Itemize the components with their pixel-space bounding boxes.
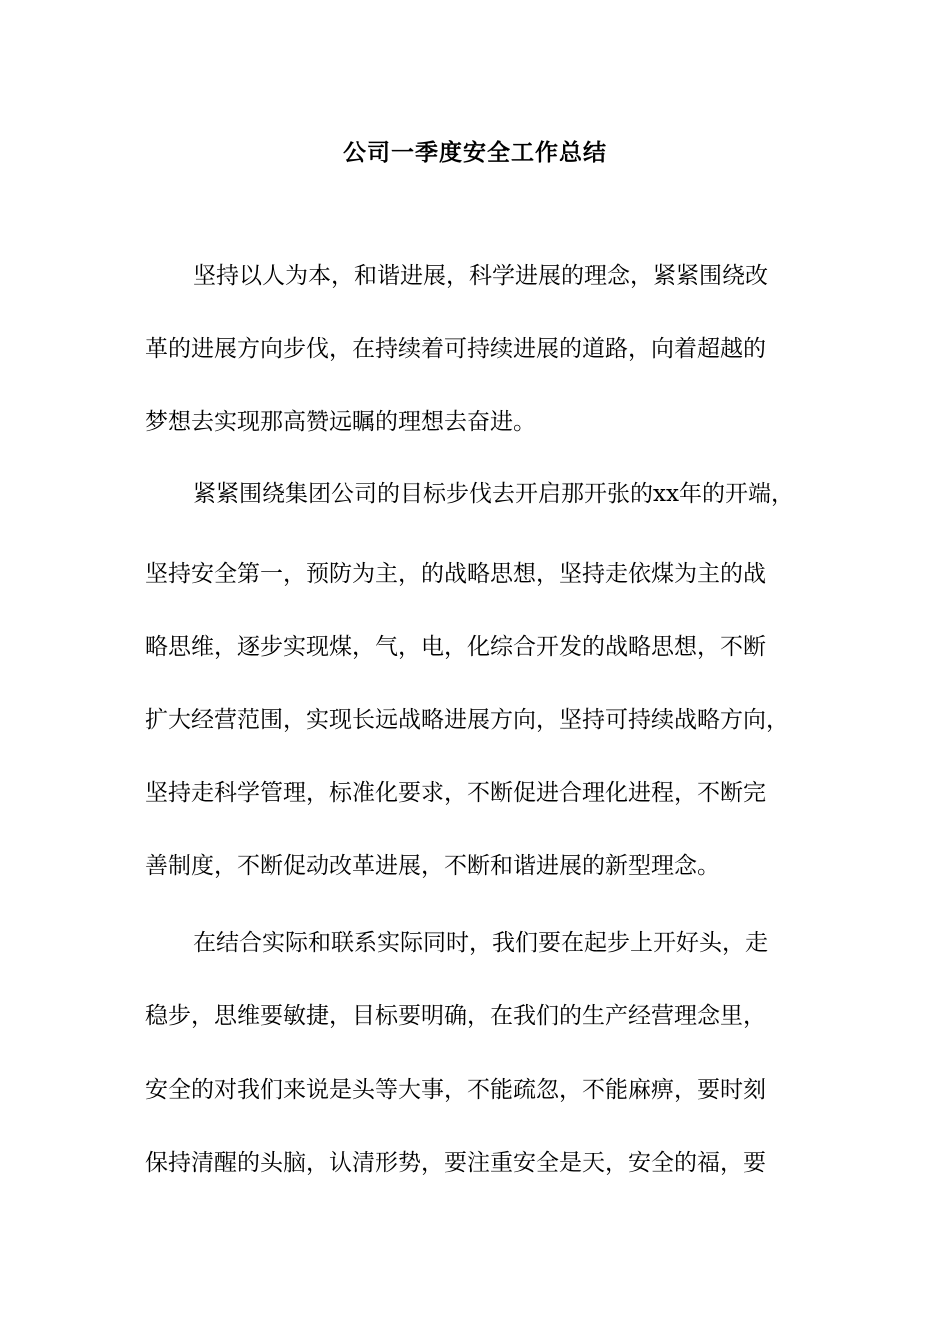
document-title: 公司一季度安全工作总结 [343, 140, 607, 166]
paragraph-3-line-1: 在结合实际和联系实际同时，我们要在起步上开好头，走 [193, 930, 768, 956]
paragraph-3-line-2: 稳步，思维要敏捷，目标要明确，在我们的生产经营理念里， [145, 1003, 766, 1029]
paragraph-1-line-3: 梦想去实现那高赞远瞩的理想去奋进。 [145, 409, 536, 435]
paragraph-3-line-4: 保持清醒的头脑，认清形势，要注重安全是天，安全的福，要 [145, 1150, 766, 1176]
paragraph-2-line-3: 略思维，逐步实现煤，气，电，化综合开发的战略思想，不断 [145, 634, 766, 660]
paragraph-2-line-4: 扩大经营范围，实现长远战略进展方向，坚持可持续战略方向， [145, 707, 789, 733]
paragraph-2-line-6: 善制度，不断促动改革进展，不断和谐进展的新型理念。 [145, 853, 720, 879]
paragraph-2-line-2: 坚持安全第一，预防为主，的战略思想，坚持走依煤为主的战 [145, 561, 766, 587]
paragraph-1-line-2: 革的进展方向步伐，在持续着可持续进展的道路，向着超越的 [145, 336, 766, 362]
paragraph-2-line-1: 紧紧围绕集团公司的目标步伐去开启那开张的xx年的开端， [193, 481, 794, 507]
paragraph-2-line-5: 坚持走科学管理，标准化要求，不断促进合理化进程，不断完 [145, 780, 766, 806]
paragraph-1-line-1: 坚持以人为本，和谐进展，科学进展的理念，紧紧围绕改 [193, 263, 768, 289]
paragraph-3-line-3: 安全的对我们来说是头等大事，不能疏忽，不能麻痹，要时刻 [145, 1077, 766, 1103]
